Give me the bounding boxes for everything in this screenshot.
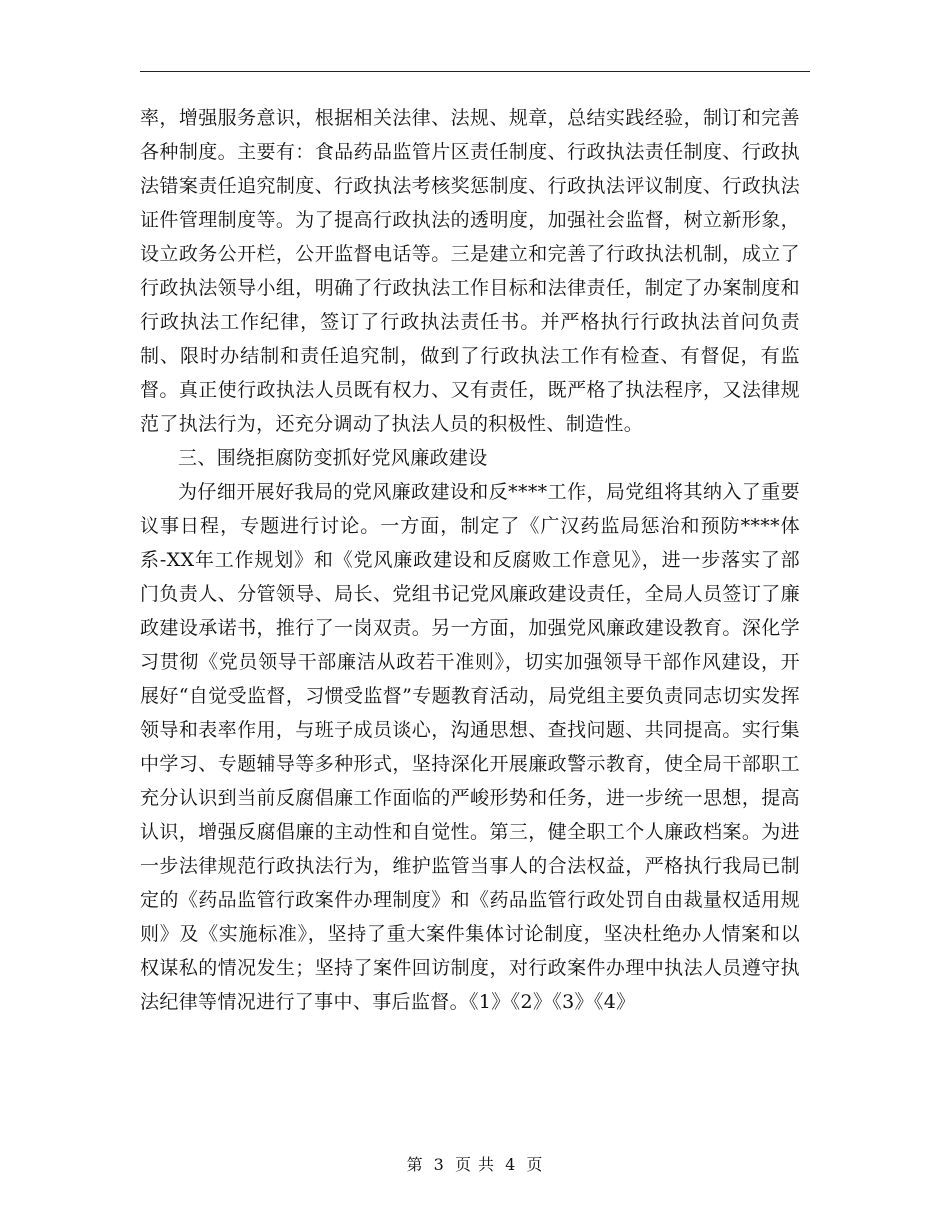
document-body — [140, 101, 800, 1019]
footer-page-number: 3 — [433, 1155, 445, 1174]
section-heading: 三、围绕拒腐防变抓好党风廉政建设 — [178, 447, 488, 469]
header-rule — [140, 71, 810, 72]
footer-prefix: 第 — [406, 1155, 424, 1174]
footer-middle: 页 共 — [454, 1155, 496, 1174]
paragraph-1: 率，增强服务意识，根据相关法律、法规、规章，总结实践经验，制订和完善各种制度。主要有：食品药品监管片区责任制度、行政执法责任制度、行政执法错案责任追究制度、行政执法考核奖惩制度、行政执法评议制度、行政执法证件管理制度等。为了提高行政执法的透明度，加强社会监督，树立新形象，设立政务公开栏，公开监督电话等。三是建立和完善了行政执法机制，成立了行政执法领导小组，明确了行政执法工作目标和法律责任，制定了办案制度和行政执法工作纪律，签订了行政执法责任书。并严格执行行政执法首问负责制、限时办结制和责任追究制，做到了行政执法工作有检查、有督促，有监督。真正使行政执法人员既有权力、又有责任，既严格了执法程序，又法律规范了执法行为，还充分调动了执法人员的积极性、制造性。 — [140, 107, 800, 435]
paragraph-2: 为仔细开展好我局的党风廉政建设和反****工作，局党组将其纳入了重要议事日程，专题进行讨论。一方面，制定了《广汉药监局惩治和预防****体系-XX年工作规划》和《党风廉政建设和反腐败工作意见》，进一步落实了部门负责人、分管领导、局长、党组书记党风廉政建设责任，全局人员签订了廉政建设承诺书，推行了一岗双责。另一方面，加强党风廉政建设教育。深化学习贯彻《党员领导干部廉洁从政若干准则》，切实加强领导干部作风建设，开展好“自觉受监督，习惯受监督”专题教育活动，局党组主要负责同志切实发挥领导和表率作用，与班子成员谈心，沟通思想、查找问题、共同提高。实行集中学习、专题辅导等多种形式，坚持深化开展廉政警示教育，使全局干部职工充分认识到当前反腐倡廉工作面临的严峻形势和任务，进一步统一思想，提高认识，增强反腐倡廉的主动性和自觉性。第三，健全职工个人廉政档案。为进一步法律规范行政执法行为，维护监管当事人的合法权益，严格执行我局已制定的《药品监管行政案件办理制度》和《药品监管行政处罚自由裁量权适用规则》及《实施标准》，坚持了重大案件集体讨论制度，坚决杜绝办人情案和以权谋私的情况发生；坚持了案件回访制度，对行政案件办理中执法人员遵守执法纪律等情况进行了事中、事后监督。《1》《2》《3》《4》 — [140, 481, 800, 1013]
footer-suffix: 页 — [526, 1155, 544, 1174]
page-footer — [0, 1152, 950, 1175]
footer-total-pages: 4 — [505, 1155, 517, 1174]
